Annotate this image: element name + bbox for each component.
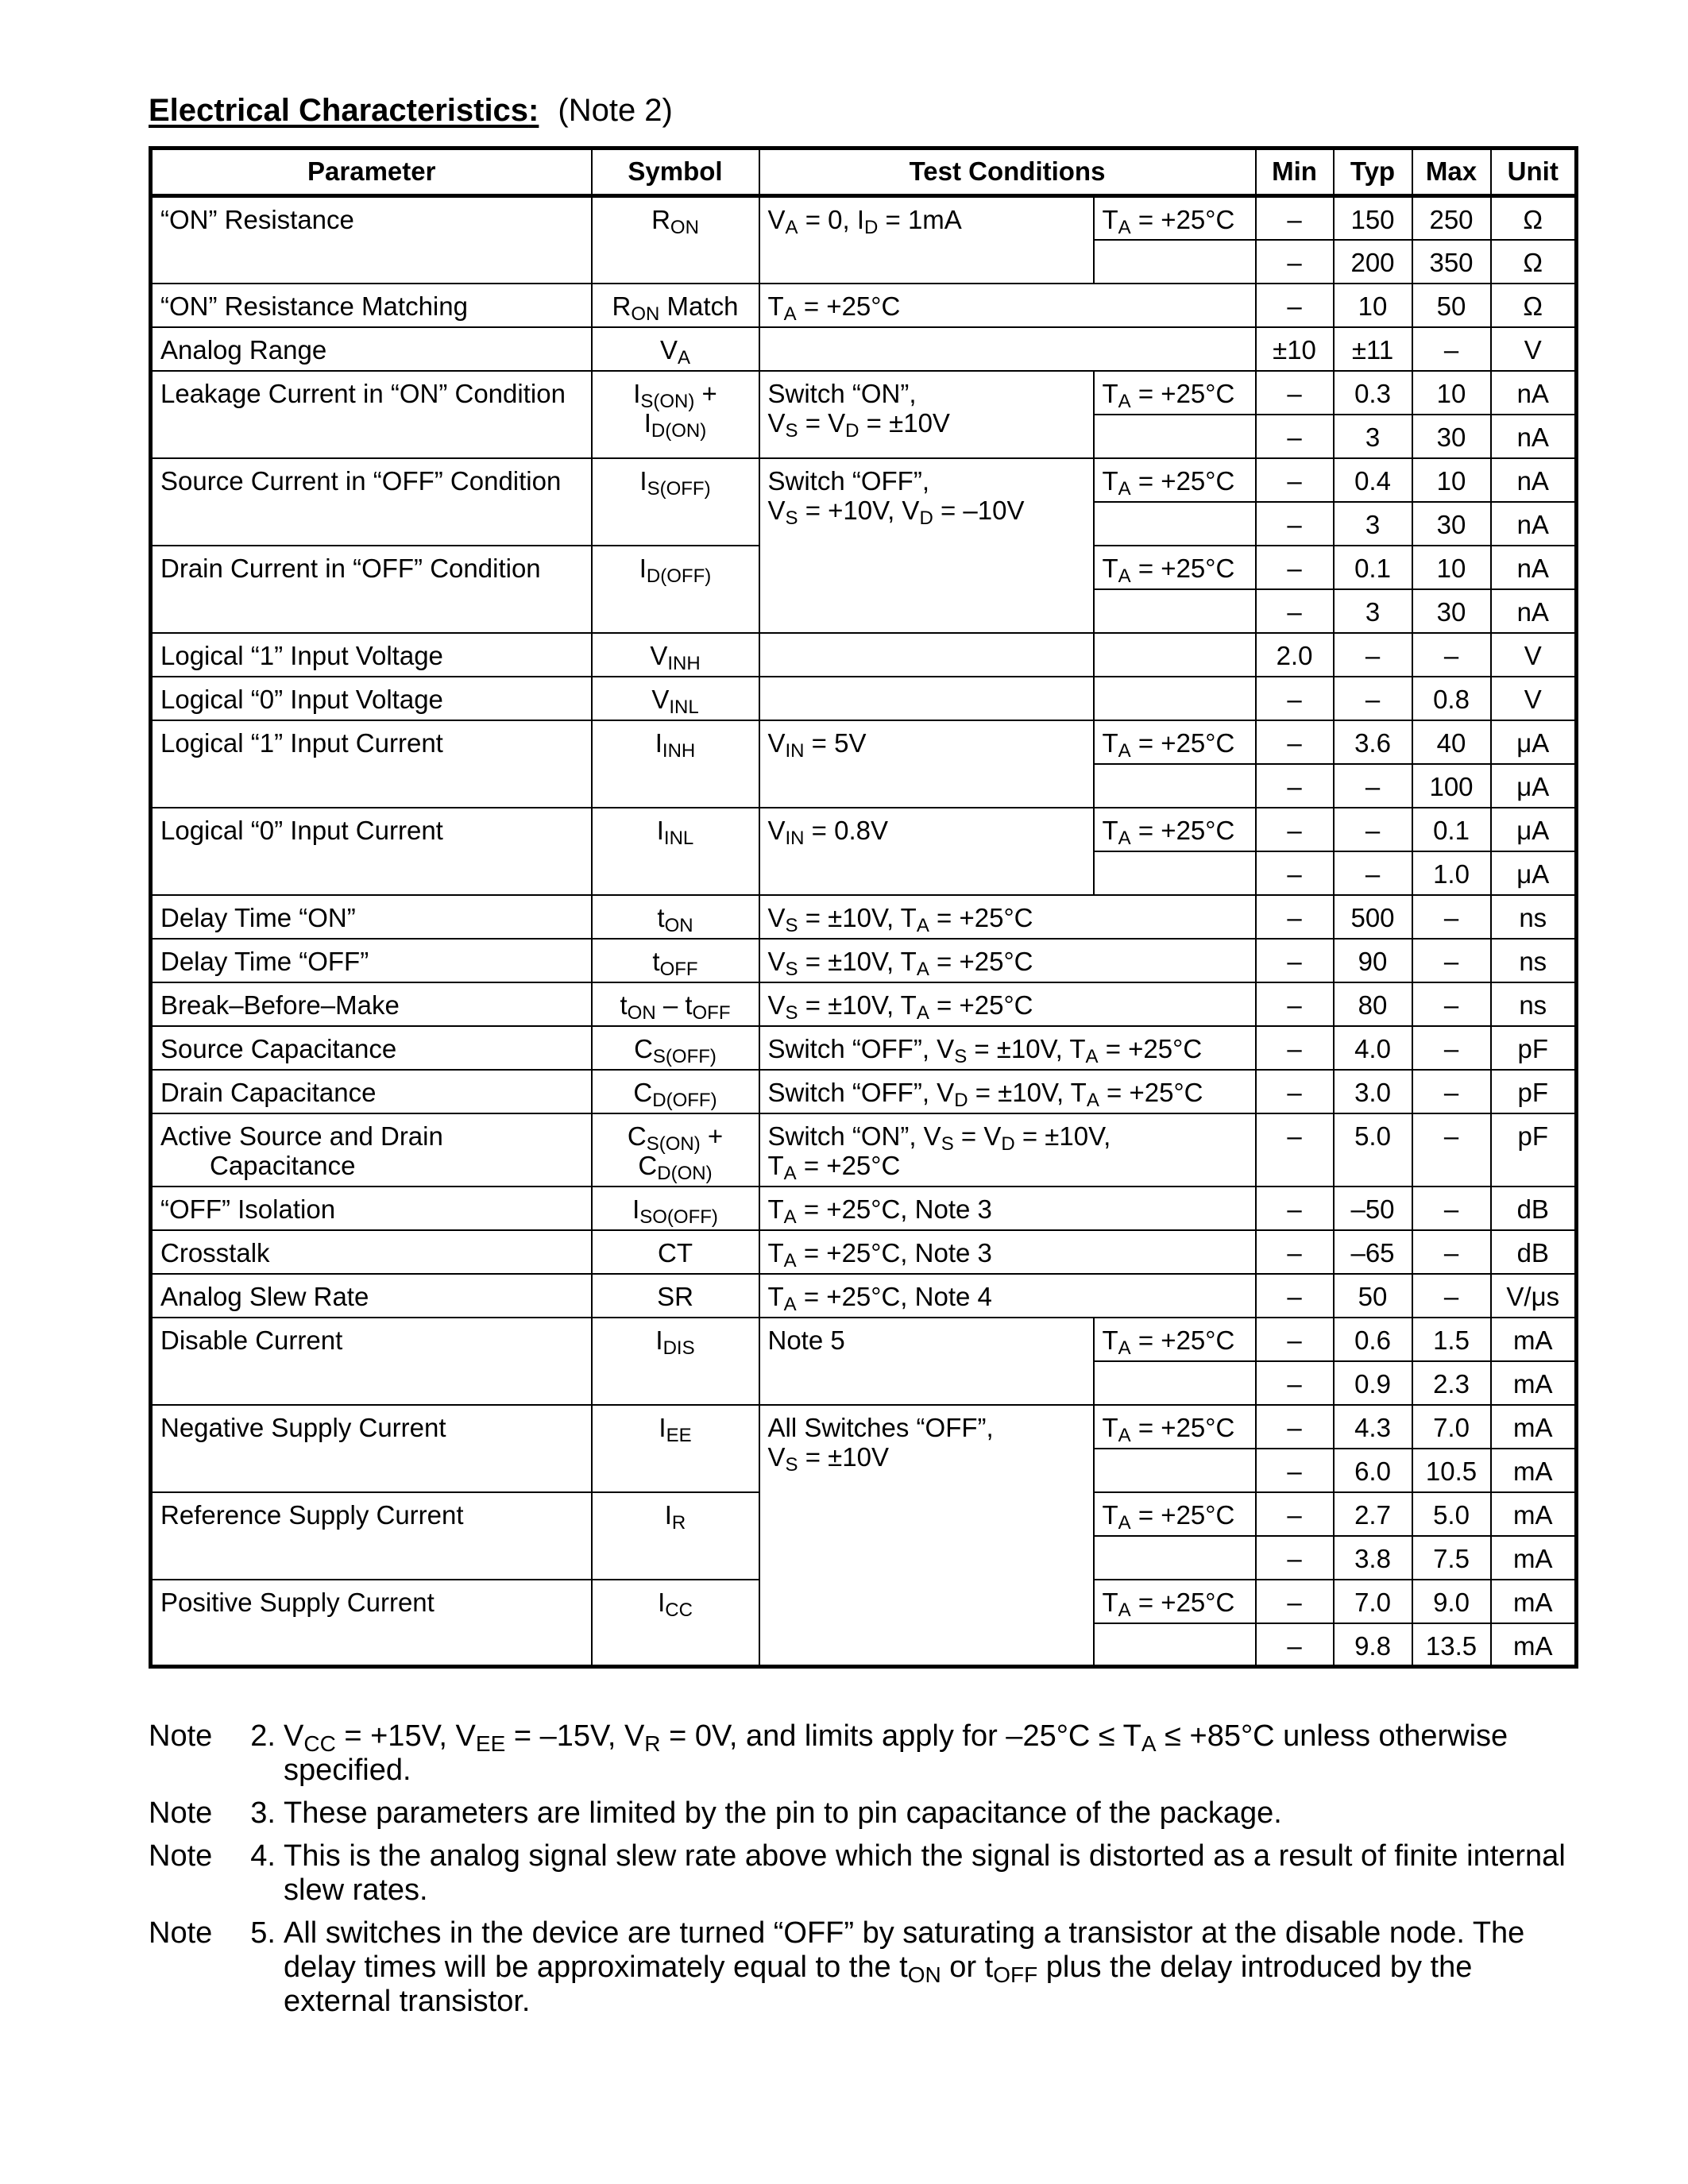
temp-condition-cell: [1094, 764, 1256, 808]
table-header-row: [151, 149, 1577, 196]
min-cell: 2.0: [1256, 633, 1334, 677]
max-cell: –: [1412, 633, 1491, 677]
heading-title: Electrical Characteristics: [149, 93, 529, 128]
typ-cell: –: [1334, 677, 1412, 720]
table-row: [151, 633, 1577, 677]
table-row: [151, 1318, 1577, 1361]
unit-cell: ns: [1491, 939, 1577, 982]
typ-cell: 3: [1334, 502, 1412, 546]
table-row: [151, 939, 1577, 982]
typ-cell: 3: [1334, 415, 1412, 458]
condition-cell: Switch “OFF”, $V_S = +10V$, $V_D = -10V$: [759, 458, 1094, 633]
symbol-cell: $V_{INL}$: [592, 677, 759, 720]
unit-cell: mA: [1491, 1623, 1577, 1667]
table-row: [151, 1274, 1577, 1318]
typ-cell: –: [1334, 851, 1412, 895]
symbol-cell: $V_{INH}$: [592, 633, 759, 677]
min-cell: –: [1256, 589, 1334, 633]
note-3: Note 3. These parameters are limited by the pin to pin capacitance of the package.: [149, 1796, 1282, 1830]
unit-cell: V: [1491, 677, 1577, 720]
typ-cell: 500: [1334, 895, 1412, 939]
typ-cell: 90: [1334, 939, 1412, 982]
max-cell: 0.1: [1412, 808, 1491, 851]
param-cell: Logical “0” Input Current: [151, 808, 592, 895]
table-row: [151, 1113, 1577, 1187]
typ-cell: 150: [1334, 196, 1412, 240]
max-cell: 30: [1412, 502, 1491, 546]
typ-cell: 80: [1334, 982, 1412, 1026]
unit-cell: μA: [1491, 851, 1577, 895]
temp-condition-cell: [1094, 502, 1256, 546]
table-row: [151, 808, 1577, 851]
temp-condition-cell: [1094, 1361, 1256, 1405]
typ-cell: 200: [1334, 240, 1412, 284]
min-cell: –: [1256, 1230, 1334, 1274]
condition-cell: $V_S = \pm 10V$, $T_A = +25^\circ C$: [759, 939, 1256, 982]
symbol-cell: $I_{CC}$: [592, 1580, 759, 1667]
min-cell: –: [1256, 458, 1334, 502]
temp-condition-cell: [1094, 1623, 1256, 1667]
param-cell: Active Source and Drain Capacitance: [151, 1113, 592, 1187]
header-parameter: Parameter: [151, 149, 592, 196]
min-cell: –: [1256, 677, 1334, 720]
symbol-cell: $R_{ON}$: [592, 196, 759, 284]
temp-condition-cell: [1094, 1536, 1256, 1580]
symbol-cell: $C_{S(OFF)}$: [592, 1026, 759, 1070]
temp-condition-cell: [1094, 677, 1256, 720]
symbol-cell: SR: [592, 1274, 759, 1318]
typ-cell: 3.8: [1334, 1536, 1412, 1580]
typ-cell: 3: [1334, 589, 1412, 633]
typ-cell: 0.9: [1334, 1361, 1412, 1405]
condition-cell: [759, 677, 1094, 720]
table-row: [151, 371, 1577, 415]
min-cell: –: [1256, 982, 1334, 1026]
param-cell: Delay Time “ON”: [151, 895, 592, 939]
max-cell: 2.3: [1412, 1361, 1491, 1405]
unit-cell: dB: [1491, 1187, 1577, 1230]
min-cell: –: [1256, 764, 1334, 808]
temp-condition-cell: $T_A = +25^\circ C$: [1094, 1318, 1256, 1361]
symbol-cell: $I_{INH}$: [592, 720, 759, 808]
min-cell: –: [1256, 1405, 1334, 1449]
typ-cell: 0.4: [1334, 458, 1412, 502]
condition-cell: Switch “ON”, $V_S = V_D = \pm 10V$, $T_A = +25^\circ C$: [759, 1113, 1256, 1187]
condition-cell: $T_A = +25^\circ C$, Note 4: [759, 1274, 1256, 1318]
symbol-cell: CT: [592, 1230, 759, 1274]
min-cell: –: [1256, 196, 1334, 240]
param-cell: “ON” Resistance: [151, 196, 592, 284]
max-cell: 13.5: [1412, 1623, 1491, 1667]
min-cell: –: [1256, 546, 1334, 589]
heading-note-ref: (Note 2): [558, 93, 673, 128]
temp-condition-cell: $T_A = +25^\circ C$: [1094, 196, 1256, 240]
max-cell: –: [1412, 1026, 1491, 1070]
unit-cell: pF: [1491, 1113, 1577, 1187]
param-cell: Source Capacitance: [151, 1026, 592, 1070]
min-cell: –: [1256, 371, 1334, 415]
symbol-cell: $R_{ON}$ Match: [592, 284, 759, 327]
unit-cell: nA: [1491, 371, 1577, 415]
unit-cell: mA: [1491, 1361, 1577, 1405]
max-cell: 100: [1412, 764, 1491, 808]
param-cell: Analog Range: [151, 327, 592, 371]
param-cell: “OFF” Isolation: [151, 1187, 592, 1230]
max-cell: 9.0: [1412, 1580, 1491, 1623]
condition-cell: $T_A = +25^\circ C$: [759, 284, 1256, 327]
param-cell: Source Current in “OFF” Condition: [151, 458, 592, 546]
symbol-cell: $t_{OFF}$: [592, 939, 759, 982]
condition-cell: Switch “OFF”, $V_D = \pm 10V$, $T_A = +25^\circ C$: [759, 1070, 1256, 1113]
table-row: [151, 327, 1577, 371]
table-row: [151, 1026, 1577, 1070]
temp-condition-cell: $T_A = +25^\circ C$: [1094, 371, 1256, 415]
temp-condition-cell: [1094, 240, 1256, 284]
min-cell: –: [1256, 415, 1334, 458]
min-cell: –: [1256, 240, 1334, 284]
temp-condition-cell: [1094, 415, 1256, 458]
typ-cell: 3.6: [1334, 720, 1412, 764]
section-heading: Electrical Characteristics: (Note 2): [149, 93, 673, 128]
table-row: [151, 677, 1577, 720]
symbol-cell: $I_{INL}$: [592, 808, 759, 895]
symbol-cell: $t_{ON}$: [592, 895, 759, 939]
symbol-cell: $I_{D(OFF)}$: [592, 546, 759, 633]
symbol-cell: $I_{DIS}$: [592, 1318, 759, 1405]
header-symbol: Symbol: [592, 149, 759, 196]
max-cell: –: [1412, 1070, 1491, 1113]
condition-cell: $V_S = \pm 10V$, $T_A = +25^\circ C$: [759, 895, 1256, 939]
unit-cell: pF: [1491, 1070, 1577, 1113]
table-row: [151, 196, 1577, 240]
note-2: Note 2. $V_{CC} = +15V$, $V_{EE} = -15V$, $V_R = 0V$, and limits apply for $-25^\circ C \le T_A \le +85^\circ C$ unless otherwise specified.: [149, 1719, 1508, 1787]
header-typ: Typ: [1334, 149, 1412, 196]
max-cell: –: [1412, 895, 1491, 939]
min-cell: –: [1256, 1361, 1334, 1405]
temp-condition-cell: $T_A = +25^\circ C$: [1094, 1492, 1256, 1536]
temp-condition-cell: $T_A = +25^\circ C$: [1094, 808, 1256, 851]
condition-cell: $V_{IN} = 5V$: [759, 720, 1094, 808]
typ-cell: 4.0: [1334, 1026, 1412, 1070]
unit-cell: nA: [1491, 546, 1577, 589]
typ-cell: 4.3: [1334, 1405, 1412, 1449]
table-row: [151, 982, 1577, 1026]
param-cell: “ON” Resistance Matching: [151, 284, 592, 327]
max-cell: –: [1412, 1113, 1491, 1187]
unit-cell: mA: [1491, 1405, 1577, 1449]
unit-cell: V/μs: [1491, 1274, 1577, 1318]
unit-cell: mA: [1491, 1536, 1577, 1580]
temp-condition-cell: [1094, 633, 1256, 677]
table-row: [151, 1230, 1577, 1274]
symbol-cell: $I_{EE}$: [592, 1405, 759, 1492]
typ-cell: 0.3: [1334, 371, 1412, 415]
unit-cell: mA: [1491, 1449, 1577, 1492]
condition-cell: Note 5: [759, 1318, 1094, 1405]
table-row: [151, 1187, 1577, 1230]
max-cell: 7.5: [1412, 1536, 1491, 1580]
param-cell: Logical “1” Input Current: [151, 720, 592, 808]
param-cell: Disable Current: [151, 1318, 592, 1405]
unit-cell: mA: [1491, 1318, 1577, 1361]
min-cell: –: [1256, 1274, 1334, 1318]
condition-cell: Switch “ON”, $V_S = V_D = \pm 10V$: [759, 371, 1094, 458]
param-cell: Negative Supply Current: [151, 1405, 592, 1492]
typ-cell: ±11: [1334, 327, 1412, 371]
unit-cell: nA: [1491, 415, 1577, 458]
unit-cell: V: [1491, 633, 1577, 677]
param-cell: Logical “0” Input Voltage: [151, 677, 592, 720]
header-max: Max: [1412, 149, 1491, 196]
param-cell: Positive Supply Current: [151, 1580, 592, 1667]
param-cell: Break–Before–Make: [151, 982, 592, 1026]
unit-cell: Ω: [1491, 240, 1577, 284]
unit-cell: nA: [1491, 502, 1577, 546]
max-cell: –: [1412, 1274, 1491, 1318]
max-cell: –: [1412, 1230, 1491, 1274]
min-cell: –: [1256, 1070, 1334, 1113]
condition-cell: [759, 327, 1256, 371]
max-cell: –: [1412, 327, 1491, 371]
min-cell: –: [1256, 1449, 1334, 1492]
unit-cell: V: [1491, 327, 1577, 371]
max-cell: 0.8: [1412, 677, 1491, 720]
min-cell: –: [1256, 1026, 1334, 1070]
table-row: [151, 1070, 1577, 1113]
temp-condition-cell: [1094, 1449, 1256, 1492]
typ-cell: 10: [1334, 284, 1412, 327]
header-min: Min: [1256, 149, 1334, 196]
table-row: [151, 284, 1577, 327]
param-cell: Delay Time “OFF”: [151, 939, 592, 982]
temp-condition-cell: $T_A = +25^\circ C$: [1094, 1580, 1256, 1623]
typ-cell: 0.1: [1334, 546, 1412, 589]
param-cell: Reference Supply Current: [151, 1492, 592, 1580]
unit-cell: ns: [1491, 895, 1577, 939]
param-cell: Logical “1” Input Voltage: [151, 633, 592, 677]
max-cell: 1.5: [1412, 1318, 1491, 1361]
header-unit: Unit: [1491, 149, 1577, 196]
param-cell: Leakage Current in “ON” Condition: [151, 371, 592, 458]
max-cell: 250: [1412, 196, 1491, 240]
min-cell: –: [1256, 851, 1334, 895]
temp-condition-cell: $T_A = +25^\circ C$: [1094, 720, 1256, 764]
typ-cell: –: [1334, 808, 1412, 851]
unit-cell: Ω: [1491, 196, 1577, 240]
param-cell: Drain Capacitance: [151, 1070, 592, 1113]
table-row: [151, 895, 1577, 939]
min-cell: –: [1256, 939, 1334, 982]
unit-cell: Ω: [1491, 284, 1577, 327]
min-cell: –: [1256, 284, 1334, 327]
typ-cell: 7.0: [1334, 1580, 1412, 1623]
symbol-cell: $I_R$: [592, 1492, 759, 1580]
max-cell: 10.5: [1412, 1449, 1491, 1492]
temp-condition-cell: [1094, 851, 1256, 895]
typ-cell: –65: [1334, 1230, 1412, 1274]
condition-cell: [759, 633, 1094, 677]
unit-cell: μA: [1491, 808, 1577, 851]
unit-cell: mA: [1491, 1492, 1577, 1536]
note-5: Note 5. All switches in the device are turned “OFF” by saturating a transistor at the disable node. The delay times will be approximately equal to the $t_{ON}$ or $t_{OFF}$ plus the delay introduced by the external transistor.: [149, 1916, 1525, 2018]
max-cell: 5.0: [1412, 1492, 1491, 1536]
table-row: [151, 1405, 1577, 1449]
condition-cell: $T_A = +25^\circ C$, Note 3: [759, 1187, 1256, 1230]
min-cell: –: [1256, 1580, 1334, 1623]
max-cell: 7.0: [1412, 1405, 1491, 1449]
symbol-cell: $V_A$: [592, 327, 759, 371]
typ-cell: –: [1334, 633, 1412, 677]
typ-cell: 9.8: [1334, 1623, 1412, 1667]
condition-cell: $V_{IN} = 0.8V$: [759, 808, 1094, 895]
typ-cell: –50: [1334, 1187, 1412, 1230]
min-cell: –: [1256, 1187, 1334, 1230]
max-cell: 30: [1412, 415, 1491, 458]
symbol-cell: $t_{ON} - t_{OFF}$: [592, 982, 759, 1026]
max-cell: –: [1412, 1187, 1491, 1230]
min-cell: –: [1256, 1623, 1334, 1667]
min-cell: –: [1256, 1113, 1334, 1187]
min-cell: –: [1256, 502, 1334, 546]
max-cell: 30: [1412, 589, 1491, 633]
symbol-cell: $C_{D(OFF)}$: [592, 1070, 759, 1113]
symbol-cell: $I_{SO(OFF)}$: [592, 1187, 759, 1230]
symbol-cell: $I_{S(ON)}$ + $I_{D(ON)}$: [592, 371, 759, 458]
min-cell: –: [1256, 808, 1334, 851]
min-cell: –: [1256, 1536, 1334, 1580]
unit-cell: nA: [1491, 589, 1577, 633]
unit-cell: dB: [1491, 1230, 1577, 1274]
temp-condition-cell: [1094, 589, 1256, 633]
max-cell: 10: [1412, 458, 1491, 502]
note-4: Note 4. This is the analog signal slew rate above which the signal is distorted as a result of finite internal slew rates.: [149, 1839, 1566, 1907]
unit-cell: mA: [1491, 1580, 1577, 1623]
max-cell: –: [1412, 939, 1491, 982]
param-cell: Crosstalk: [151, 1230, 592, 1274]
typ-cell: 0.6: [1334, 1318, 1412, 1361]
typ-cell: –: [1334, 764, 1412, 808]
condition-cell: $V_S = \pm 10V$, $T_A = +25^\circ C$: [759, 982, 1256, 1026]
condition-cell: Switch “OFF”, $V_S = \pm 10V$, $T_A = +25^\circ C$: [759, 1026, 1256, 1070]
electrical-characteristics-table: [149, 146, 1578, 1669]
max-cell: 10: [1412, 546, 1491, 589]
max-cell: 350: [1412, 240, 1491, 284]
min-cell: ±10: [1256, 327, 1334, 371]
condition-cell: $T_A = +25^\circ C$, Note 3: [759, 1230, 1256, 1274]
max-cell: 10: [1412, 371, 1491, 415]
condition-cell: All Switches “OFF”, $V_S = \pm 10V$: [759, 1405, 1094, 1667]
param-cell: Analog Slew Rate: [151, 1274, 592, 1318]
max-cell: 1.0: [1412, 851, 1491, 895]
table-row: [151, 720, 1577, 764]
header-test-conditions: Test Conditions: [759, 149, 1256, 196]
param-cell: Drain Current in “OFF” Condition: [151, 546, 592, 633]
symbol-cell: $I_{S(OFF)}$: [592, 458, 759, 546]
temp-condition-cell: $T_A = +25^\circ C$: [1094, 458, 1256, 502]
symbol-cell: $C_{S(ON)}$ + $C_{D(ON)}$: [592, 1113, 759, 1187]
condition-cell: $V_A = 0$, $I_D = 1mA$: [759, 196, 1094, 284]
unit-cell: nA: [1491, 458, 1577, 502]
typ-cell: 50: [1334, 1274, 1412, 1318]
temp-condition-cell: $T_A = +25^\circ C$: [1094, 1405, 1256, 1449]
unit-cell: μA: [1491, 764, 1577, 808]
unit-cell: pF: [1491, 1026, 1577, 1070]
min-cell: –: [1256, 720, 1334, 764]
unit-cell: μA: [1491, 720, 1577, 764]
max-cell: –: [1412, 982, 1491, 1026]
min-cell: –: [1256, 895, 1334, 939]
temp-condition-cell: $T_A = +25^\circ C$: [1094, 546, 1256, 589]
typ-cell: 6.0: [1334, 1449, 1412, 1492]
typ-cell: 2.7: [1334, 1492, 1412, 1536]
max-cell: 40: [1412, 720, 1491, 764]
max-cell: 50: [1412, 284, 1491, 327]
table-row: [151, 458, 1577, 502]
typ-cell: 5.0: [1334, 1113, 1412, 1187]
notes-section: [149, 1719, 1578, 2028]
unit-cell: ns: [1491, 982, 1577, 1026]
min-cell: –: [1256, 1318, 1334, 1361]
min-cell: –: [1256, 1492, 1334, 1536]
typ-cell: 3.0: [1334, 1070, 1412, 1113]
